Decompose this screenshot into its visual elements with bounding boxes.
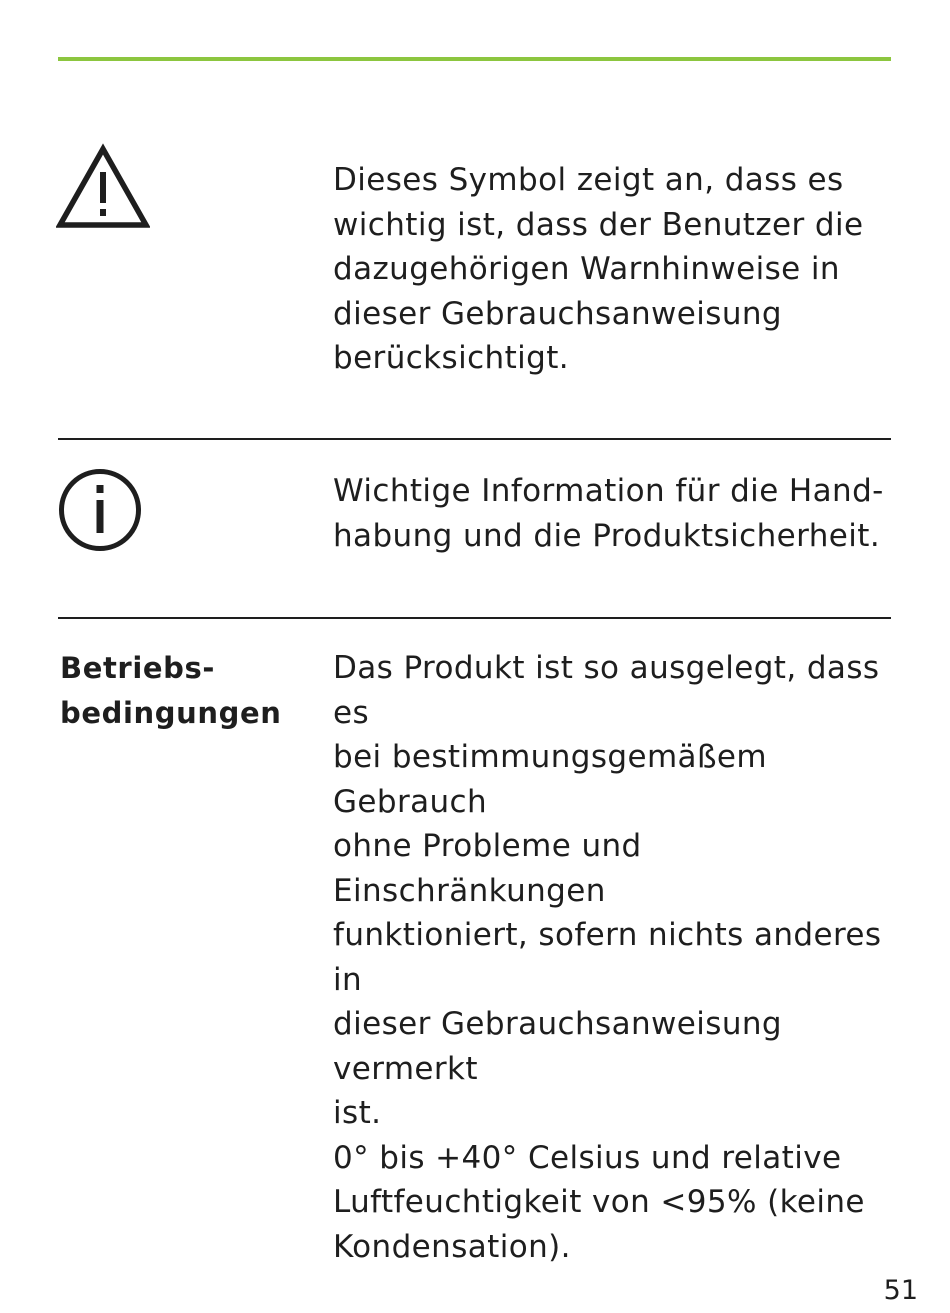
warning-symbol-description: Dieses Symbol zeigt an, dass es wichtig ist, dass der Benutzer die dazugehörigen Warnhinweise in dieser Gebrauchsanweisung berücksichtigt.	[333, 162, 864, 376]
page-number: 51	[883, 1275, 918, 1306]
section-divider	[58, 438, 891, 440]
info-symbol-description: Wichtige Information für die Hand- habung und die Produktsicherheit.	[333, 473, 884, 554]
header-accent-rule	[58, 57, 891, 61]
info-circle-icon	[58, 468, 142, 552]
operating-conditions-description: Das Produkt ist so ausgelegt, dass es bei bestimmungsgemäßem Gebrauch ohne Probleme und Einschränkungen funktioniert, sofern nichts anderes in dieser Gebrauchsanweisung vermerkt ist. 0° bis +40° Celsius und relative Luftfeuchtigkeit von <95% (keine Kondensation).	[333, 650, 882, 1265]
section-divider	[58, 617, 891, 619]
operating-conditions-heading: Betriebs- bedingungen	[60, 651, 282, 730]
warning-triangle-icon	[56, 143, 150, 229]
